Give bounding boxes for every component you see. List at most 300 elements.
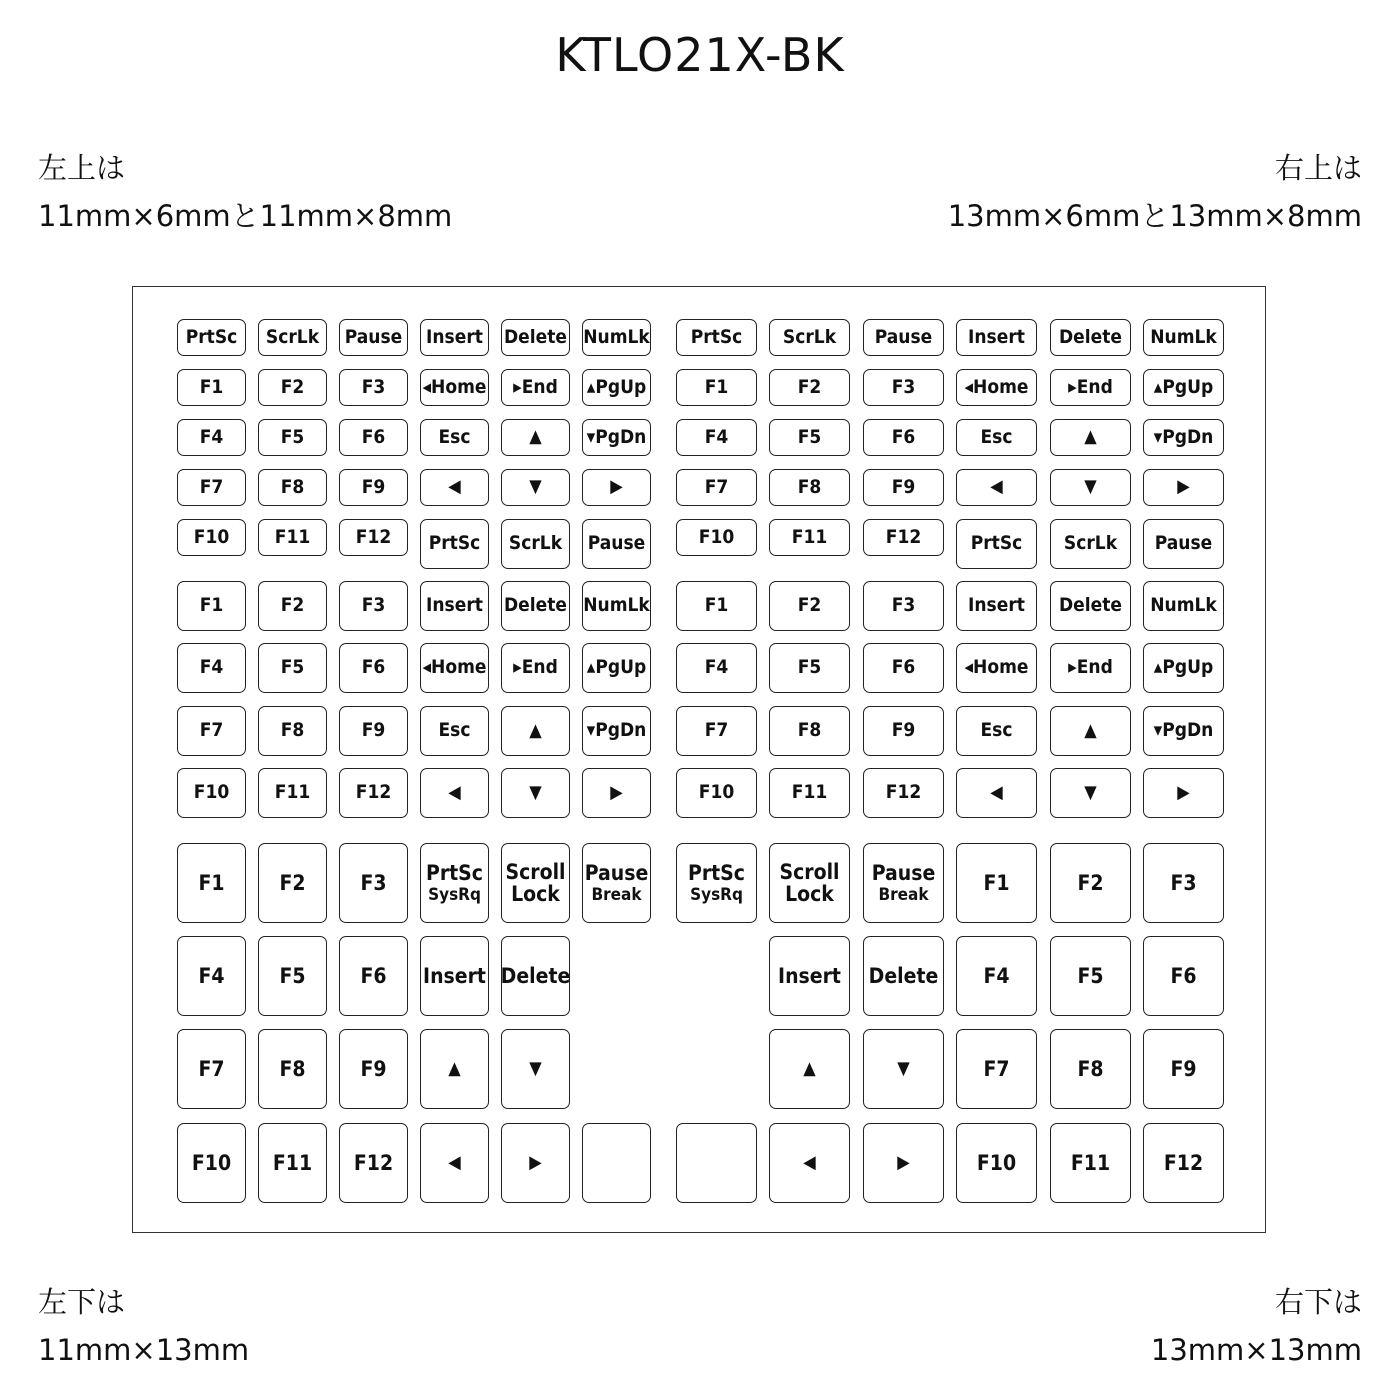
down-arrow-icon: ▼ [1084,781,1097,803]
up-pgup-key[interactable] [1143,369,1224,406]
key-main-label: PrtSc [687,860,745,885]
pause-key[interactable] [1143,519,1224,569]
prtsc-key[interactable] [420,519,489,569]
product-title: KTLO21X-BK [555,28,845,82]
down-arrow-icon: ▼ [529,1057,542,1079]
f5-key[interactable] [258,936,327,1016]
esc-key[interactable] [420,706,489,756]
f2-key[interactable] [769,581,850,631]
left-arrow-icon: ◀ [448,781,461,803]
right-arrow-icon: ▶ [1177,476,1190,498]
key-label: F1 [199,375,224,398]
left-arrow-icon: ◀ [448,1151,461,1173]
key-label: F10 [698,781,735,804]
note-bottom-left-heading: 左下は [38,1285,126,1319]
prtsc-key[interactable] [676,319,757,356]
key-label: F8 [280,719,305,742]
right-arrow-icon: ▶ [1177,781,1190,803]
key-label: F3 [361,594,386,617]
blank-key[interactable] [676,1123,757,1203]
key-label: ▸End [513,375,558,398]
key-label: F5 [280,425,305,448]
key-label: F11 [1070,1150,1111,1175]
key-label: ScrLk [782,325,837,348]
f9-key[interactable] [1143,1029,1224,1109]
key-label: F9 [1170,1056,1197,1081]
key-main-label: Pause [584,860,649,885]
key-label: F11 [274,781,311,804]
prtsc-key[interactable] [956,519,1037,569]
f2-key[interactable] [769,369,850,406]
delete-key[interactable] [1050,319,1131,356]
up-arrow-key[interactable] [1050,706,1131,756]
delete-key[interactable] [501,319,570,356]
down-arrow-icon: ▼ [529,476,542,498]
f9-key[interactable] [339,469,408,506]
f3-key[interactable] [863,581,944,631]
left-home-key[interactable] [956,643,1037,693]
f7-key[interactable] [676,706,757,756]
key-label: Pause [1154,532,1213,555]
key-label: PrtSc [690,325,743,348]
key-label: F9 [361,475,386,498]
insert-key[interactable] [420,936,489,1016]
up-arrow-key[interactable] [501,419,570,456]
right-arrow-key[interactable] [501,1123,570,1203]
left-arrow-key[interactable] [420,469,489,506]
scrlk-key[interactable] [1050,519,1131,569]
delete-key[interactable] [501,581,570,631]
f12-key[interactable] [1143,1123,1224,1203]
left-home-key[interactable] [956,369,1037,406]
note-top-left [38,144,452,240]
key-label: F6 [891,425,916,448]
f2-key[interactable] [1050,843,1131,923]
key-label: F3 [891,375,916,398]
key-label: F12 [355,525,392,548]
f12-key[interactable] [863,519,944,556]
f12-key[interactable] [339,519,408,556]
key-label: F10 [193,525,230,548]
key-label: F8 [280,475,305,498]
up-arrow-icon: ▲ [1084,719,1097,741]
key-label: Insert [968,325,1025,348]
f6-key[interactable] [339,936,408,1016]
key-label: Delete [1058,594,1122,617]
key-label: F6 [360,963,387,988]
key-label: Insert [968,594,1025,617]
key-label: Insert [423,963,486,988]
key-main-label: Scroll Lock [779,859,840,906]
down-arrow-icon: ▼ [529,781,542,803]
note-top-left-heading: 左上は [38,151,126,185]
key-label: F7 [198,1056,225,1081]
key-main-label: PrtSc [425,860,483,885]
left-arrow-key[interactable] [956,768,1037,818]
key-label: F9 [360,1056,387,1081]
down-pgdn-key[interactable] [582,706,651,756]
key-label: F9 [891,475,916,498]
left-arrow-key[interactable] [420,1123,489,1203]
key-label: F7 [983,1056,1010,1081]
f10-key[interactable] [676,768,757,818]
down-pgdn-key[interactable] [1143,706,1224,756]
key-label: ▴PgUp [1153,656,1214,679]
down-arrow-key[interactable] [1050,469,1131,506]
scroll-lock-key[interactable] [501,843,570,923]
key-label: Esc [980,425,1013,448]
f8-key[interactable] [769,706,850,756]
numlk-key[interactable] [1143,319,1224,356]
key-label: F4 [198,963,225,988]
up-arrow-key[interactable] [1050,419,1131,456]
pause-break-key[interactable] [863,843,944,923]
key-sub-label: Break [591,884,642,905]
key-label: F4 [983,963,1010,988]
key-label: F9 [361,719,386,742]
key-label: F7 [704,719,729,742]
key-label: F12 [353,1150,394,1175]
f6-key[interactable] [339,419,408,456]
right-end-key[interactable] [501,643,570,693]
key-label: Esc [438,425,471,448]
delete-key[interactable] [1050,581,1131,631]
down-arrow-key[interactable] [501,768,570,818]
key-label: F5 [280,656,305,679]
esc-key[interactable] [420,419,489,456]
key-label: F3 [361,375,386,398]
key-label: Delete [500,963,571,988]
f9-key[interactable] [339,706,408,756]
key-label: ◂Home [964,656,1029,679]
key-label: F2 [1077,870,1104,895]
numlk-key[interactable] [582,319,651,356]
note-top-left-size: 11mm×6mmと11mm×8mm [38,199,453,233]
key-label: Insert [426,325,483,348]
insert-key[interactable] [420,319,489,356]
key-label: PrtSc [185,325,238,348]
key-label: F12 [885,781,922,804]
f8-key[interactable] [258,1029,327,1109]
key-label: ◂Home [422,375,487,398]
key-label: F12 [885,525,922,548]
pause-key[interactable] [582,519,651,569]
f6-key[interactable] [863,419,944,456]
f7-key[interactable] [177,1029,246,1109]
f4-key[interactable] [956,936,1037,1016]
key-label: F6 [361,656,386,679]
key-label: PrtSc [428,532,481,555]
key-label: Insert [426,594,483,617]
f12-key[interactable] [339,1123,408,1203]
note-top-right-size: 13mm×6mmと13mm×8mm [947,199,1362,233]
f1-key[interactable] [177,843,246,923]
note-bottom-right [1151,1278,1362,1374]
note-top-right-heading: 右上は [1274,151,1362,185]
f10-key[interactable] [177,768,246,818]
f5-key[interactable] [769,419,850,456]
up-arrow-icon: ▲ [448,1057,461,1079]
f7-key[interactable] [676,469,757,506]
f4-key[interactable] [177,643,246,693]
right-end-key[interactable] [501,369,570,406]
f4-key[interactable] [177,936,246,1016]
up-arrow-key[interactable] [420,1029,489,1109]
up-pgup-key[interactable] [582,369,651,406]
f5-key[interactable] [769,643,850,693]
f2-key[interactable] [258,581,327,631]
f10-key[interactable] [177,519,246,556]
down-arrow-icon: ▼ [1084,476,1097,498]
f11-key[interactable] [258,768,327,818]
up-arrow-icon: ▲ [803,1057,816,1079]
blank-key[interactable] [582,1123,651,1203]
delete-key[interactable] [501,936,570,1016]
f3-key[interactable] [339,843,408,923]
key-label: PrtSc [970,532,1023,555]
f10-key[interactable] [956,1123,1037,1203]
key-label: Insert [778,963,841,988]
key-label: F4 [704,425,729,448]
f4-key[interactable] [676,419,757,456]
f1-key[interactable] [177,369,246,406]
f5-key[interactable] [1050,936,1131,1016]
key-label: ◂Home [422,656,487,679]
key-label: NumLk [1150,594,1217,617]
pause-key[interactable] [339,319,408,356]
left-home-key[interactable] [420,643,489,693]
f5-key[interactable] [258,419,327,456]
f9-key[interactable] [339,1029,408,1109]
key-label: Delete [503,325,567,348]
key-label: F3 [891,594,916,617]
insert-key[interactable] [956,319,1037,356]
key-label: Delete [503,594,567,617]
prtsc-sysrq-key[interactable] [420,843,489,923]
f8-key[interactable] [1050,1029,1131,1109]
f4-key[interactable] [177,419,246,456]
up-arrow-key[interactable] [769,1029,850,1109]
pause-break-key[interactable] [582,843,651,923]
note-bottom-right-heading: 右下は [1274,1285,1362,1319]
right-end-key[interactable] [1050,369,1131,406]
left-arrow-icon: ◀ [990,781,1003,803]
key-label: ◂Home [964,375,1029,398]
f10-key[interactable] [676,519,757,556]
f12-key[interactable] [339,768,408,818]
f8-key[interactable] [258,706,327,756]
key-label: ▾PgDn [586,719,647,742]
key-label: F10 [191,1150,232,1175]
f9-key[interactable] [863,706,944,756]
key-label: NumLk [583,325,650,348]
f11-key[interactable] [1050,1123,1131,1203]
f1-key[interactable] [676,369,757,406]
down-arrow-icon: ▼ [897,1057,910,1079]
f1-key[interactable] [676,581,757,631]
key-label: F4 [199,656,224,679]
insert-key[interactable] [420,581,489,631]
pause-key[interactable] [863,319,944,356]
f11-key[interactable] [258,1123,327,1203]
key-label: F7 [199,475,224,498]
scrlk-key[interactable] [769,319,850,356]
f6-key[interactable] [1143,936,1224,1016]
key-label: F10 [698,525,735,548]
right-arrow-icon: ▶ [529,1151,542,1173]
prtsc-sysrq-key[interactable] [676,843,757,923]
right-arrow-key[interactable] [582,768,651,818]
key-label: ▸End [1068,375,1113,398]
key-label: F4 [704,656,729,679]
key-label: F6 [361,425,386,448]
f7-key[interactable] [177,469,246,506]
key-label: F2 [280,375,305,398]
up-pgup-key[interactable] [582,643,651,693]
up-arrow-icon: ▲ [529,426,542,448]
left-home-key[interactable] [420,369,489,406]
right-arrow-key[interactable] [582,469,651,506]
f9-key[interactable] [863,469,944,506]
f11-key[interactable] [769,768,850,818]
up-arrow-key[interactable] [501,706,570,756]
note-bottom-left [38,1278,249,1374]
insert-key[interactable] [956,581,1037,631]
scroll-lock-key[interactable] [769,843,850,923]
key-label: F1 [704,594,729,617]
key-label: F12 [1163,1150,1204,1175]
numlk-key[interactable] [1143,581,1224,631]
key-label: F2 [797,594,822,617]
key-label: F2 [797,375,822,398]
key-label: F3 [360,870,387,895]
right-arrow-icon: ▶ [897,1151,910,1173]
down-arrow-key[interactable] [501,1029,570,1109]
esc-key[interactable] [956,419,1037,456]
f3-key[interactable] [339,369,408,406]
left-arrow-key[interactable] [956,469,1037,506]
f5-key[interactable] [258,643,327,693]
key-label: F5 [279,963,306,988]
f2-key[interactable] [258,369,327,406]
key-label: NumLk [583,594,650,617]
esc-key[interactable] [956,706,1037,756]
key-label: F8 [279,1056,306,1081]
f8-key[interactable] [258,469,327,506]
down-pgdn-key[interactable] [1143,419,1224,456]
key-main-label: Scroll Lock [505,859,566,906]
f11-key[interactable] [769,519,850,556]
f7-key[interactable] [956,1029,1037,1109]
key-label: ▾PgDn [586,425,647,448]
key-label: F2 [280,594,305,617]
scrlk-key[interactable] [501,519,570,569]
insert-key[interactable] [769,936,850,1016]
right-arrow-key[interactable] [1143,768,1224,818]
key-label: F5 [797,656,822,679]
right-end-key[interactable] [1050,643,1131,693]
key-label: Esc [438,719,471,742]
key-label: F11 [272,1150,313,1175]
key-label: F11 [791,781,828,804]
f3-key[interactable] [339,581,408,631]
up-pgup-key[interactable] [1143,643,1224,693]
left-arrow-icon: ◀ [803,1151,816,1173]
key-label: F11 [274,525,311,548]
key-label: Delete [1058,325,1122,348]
f2-key[interactable] [258,843,327,923]
key-label: F1 [198,870,225,895]
down-pgdn-key[interactable] [582,419,651,456]
f11-key[interactable] [258,519,327,556]
up-arrow-icon: ▲ [529,719,542,741]
f10-key[interactable] [177,1123,246,1203]
down-arrow-key[interactable] [863,1029,944,1109]
f6-key[interactable] [863,643,944,693]
left-arrow-key[interactable] [769,1123,850,1203]
key-label: F5 [1077,963,1104,988]
f1-key[interactable] [956,843,1037,923]
key-label: F9 [891,719,916,742]
key-label: ScrLk [1063,532,1118,555]
key-label: ScrLk [265,325,320,348]
left-arrow-icon: ◀ [448,476,461,498]
f8-key[interactable] [769,469,850,506]
key-sub-label: SysRq [690,884,743,905]
right-arrow-key[interactable] [863,1123,944,1203]
key-label: F5 [797,425,822,448]
f6-key[interactable] [339,643,408,693]
prtsc-key[interactable] [177,319,246,356]
up-arrow-icon: ▲ [1084,426,1097,448]
key-label: F8 [797,475,822,498]
key-label: F1 [199,594,224,617]
f12-key[interactable] [863,768,944,818]
key-label: F4 [199,425,224,448]
key-label: ▾PgDn [1153,425,1214,448]
numlk-key[interactable] [582,581,651,631]
note-bottom-left-size: 11mm×13mm [38,1333,250,1367]
down-arrow-key[interactable] [501,469,570,506]
f3-key[interactable] [863,369,944,406]
key-label: F6 [891,656,916,679]
key-main-label: Pause [871,860,936,885]
right-arrow-icon: ▶ [610,781,623,803]
key-label: F7 [199,719,224,742]
key-label: F12 [355,781,392,804]
key-label: F3 [1170,870,1197,895]
key-label: ▾PgDn [1153,719,1214,742]
key-sub-label: SysRq [428,884,481,905]
f4-key[interactable] [676,643,757,693]
key-label: F7 [704,475,729,498]
right-arrow-key[interactable] [1143,469,1224,506]
f7-key[interactable] [177,706,246,756]
key-label: NumLk [1150,325,1217,348]
delete-key[interactable] [863,936,944,1016]
key-label: F1 [704,375,729,398]
left-arrow-key[interactable] [420,768,489,818]
key-label: F10 [193,781,230,804]
scrlk-key[interactable] [258,319,327,356]
key-label: ▸End [1068,656,1113,679]
f3-key[interactable] [1143,843,1224,923]
down-arrow-key[interactable] [1050,768,1131,818]
key-label: Delete [868,963,939,988]
key-label: ▴PgUp [586,375,647,398]
f1-key[interactable] [177,581,246,631]
key-label: Pause [874,325,933,348]
